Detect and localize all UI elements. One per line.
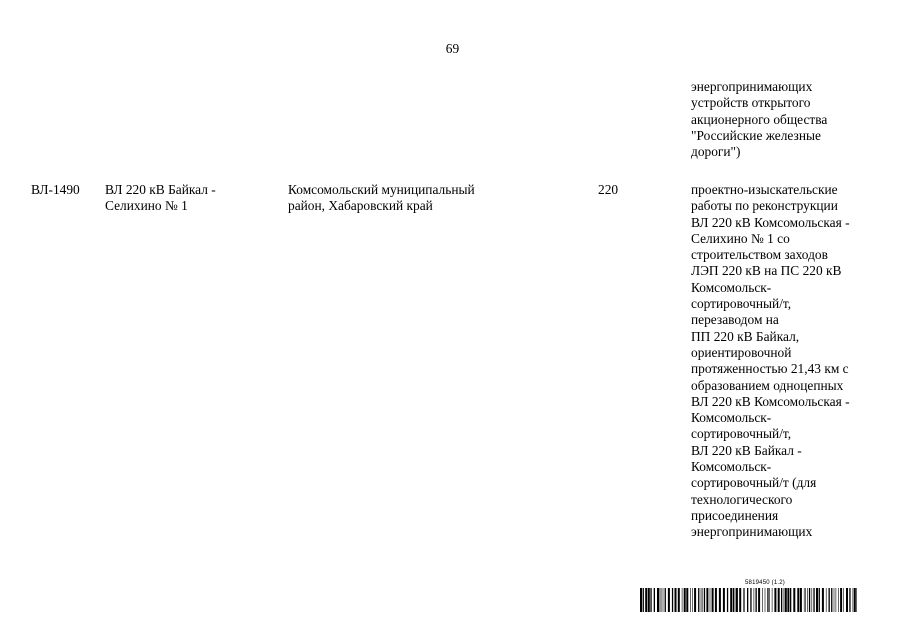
text-line: энергопринимающих — [691, 79, 813, 94]
text-line: энергопринимающих — [691, 524, 813, 540]
text-line: проектно-изыскательские — [691, 182, 838, 197]
text-line: присоединения — [691, 507, 779, 523]
text-line: ВЛ 220 кВ Комсомольская - — [691, 214, 850, 230]
text-line: устройств открытого — [691, 95, 811, 111]
text-line: протяженностью 21,43 км с — [691, 361, 849, 377]
object-code: ВЛ-1490 — [31, 182, 80, 197]
text-line: сортировочный/т, — [691, 296, 792, 312]
text-line: дороги") — [691, 144, 741, 160]
object-name — [105, 182, 275, 215]
page-number: 69 — [445, 41, 460, 56]
text-line: образованием одноцепных — [691, 377, 844, 393]
text-line: ПП 220 кВ Байкал, — [691, 328, 800, 344]
text-line: Комсомольск- — [691, 459, 772, 475]
text-line: ВЛ 220 кВ Комсомольская - — [691, 393, 850, 409]
text-line: ориентировочной — [691, 344, 792, 360]
text-line: "Российские железные — [691, 127, 821, 143]
text-line: перезаводом на — [691, 312, 779, 328]
text-line: строительством заходов — [691, 247, 828, 263]
text-line: работы по реконструкции — [691, 198, 838, 214]
text-line: Селихино № 1 — [105, 198, 188, 214]
object-description — [691, 182, 896, 541]
text-line: район, Хабаровский край — [288, 198, 433, 214]
text-line: акционерного общества — [691, 111, 828, 127]
text-line: Селихино № 1 со — [691, 230, 790, 246]
text-line: ВЛ 220 кВ Байкал - — [105, 182, 216, 197]
object-voltage: 220 — [598, 182, 619, 197]
description-continuation — [691, 79, 891, 160]
barcode-icon — [640, 588, 858, 612]
text-line: ВЛ 220 кВ Байкал - — [691, 442, 802, 458]
text-line: сортировочный/т (для — [691, 475, 817, 491]
text-line: Комсомольский муниципальный — [288, 182, 475, 197]
text-line: ЛЭП 220 кВ на ПС 220 кВ — [691, 263, 842, 279]
text-line: сортировочный/т, — [691, 426, 792, 442]
barcode-id: 5819450 (1.2) — [745, 580, 785, 586]
object-region — [288, 182, 528, 215]
text-line: Комсомольск- — [691, 279, 772, 295]
text-line: Комсомольск- — [691, 410, 772, 426]
text-line: технологического — [691, 491, 793, 507]
